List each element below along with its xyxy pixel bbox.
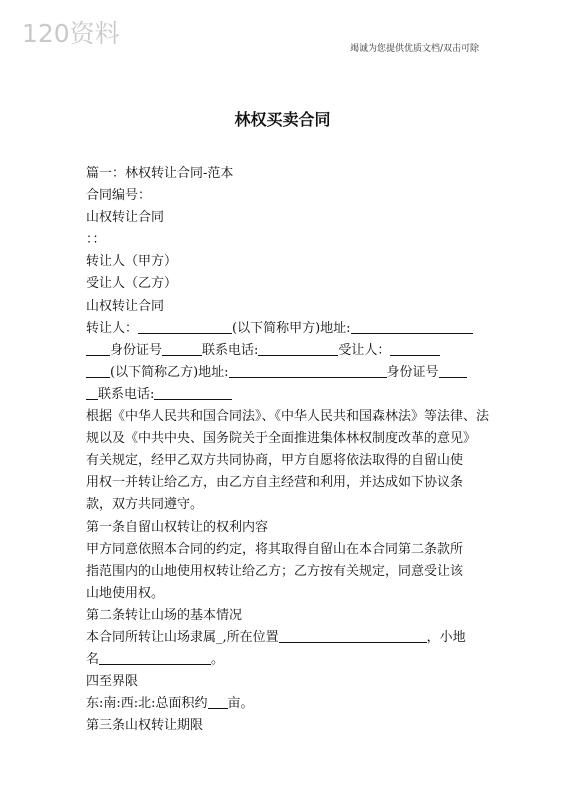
text-line: 转让人（甲方） <box>86 254 178 270</box>
section-heading: 第二条转让山场的基本情况 <box>86 607 243 623</box>
transferee-name-blank <box>390 341 440 356</box>
area-unit: 亩。 <box>227 696 254 712</box>
place-name-blank <box>99 650 211 665</box>
text-line: 四至界限 <box>86 674 139 690</box>
text-line: 甲方同意依照本合同的约定，将其取得自留山在本合同第二条款所 <box>86 541 464 557</box>
id-number-blank <box>439 363 467 378</box>
party-a-address-label: (以下简称甲方)地址: <box>232 320 351 336</box>
place-name-label: ，小地 <box>426 629 466 645</box>
text-line <box>86 362 482 384</box>
blank <box>86 385 98 400</box>
text-line: 篇一：林权转让合同-范本 <box>86 166 234 181</box>
period: 。 <box>211 652 225 668</box>
text-line <box>86 318 482 340</box>
section-heading: 第三条山权转让期限 <box>86 718 204 734</box>
text-line: 山权转让合同 <box>86 210 165 226</box>
text-line: 规以及《中共中央、国务院关于全面推进集体林权制度改革的意见》 <box>86 431 477 447</box>
text-line: ：： <box>86 232 106 248</box>
section-heading: 第一条自留山权转让的权利内容 <box>86 519 269 535</box>
boundary-area-label: 东:南:西:北:总面积约 <box>86 696 208 712</box>
phone-blank <box>154 385 232 400</box>
location-label: 本合同所转让山场隶属_,所在位置 <box>86 629 279 645</box>
text-line: 指范围内的山地使用权转让给乙方；乙方按有关规定，同意受让该 <box>86 563 464 579</box>
text-line: 有关规定，经甲乙双方共同协商，甲方自愿将依法取得的自留山使 <box>86 453 464 469</box>
party-b-address-label: (以下简称乙方)地址: <box>110 364 229 380</box>
phone-label: 联系电话: <box>98 386 155 402</box>
phone-label: 联系电话: <box>202 342 259 358</box>
text-line <box>86 340 482 362</box>
text-line <box>86 627 482 649</box>
name-label: 名 <box>86 652 100 668</box>
phone-blank <box>258 341 338 356</box>
watermark: 120资料 <box>22 19 120 48</box>
area-blank <box>208 694 228 709</box>
blank <box>86 363 110 378</box>
text-line <box>86 693 482 715</box>
document-title: 林权买卖合同 <box>234 110 331 129</box>
text-line: 受让人（乙方） <box>86 276 178 292</box>
id-number-blank <box>162 341 202 356</box>
header-note: 竭诚为您提供优质文档/双击可除 <box>349 44 479 54</box>
party-a-address-blank <box>351 319 473 334</box>
blank <box>86 341 110 356</box>
transferee-label: 受让人： <box>338 342 391 358</box>
id-number-label: 身份证号 <box>110 342 163 358</box>
party-b-address-blank <box>229 363 387 378</box>
text-line <box>86 649 482 671</box>
contract-body <box>86 163 490 737</box>
text-line: 合同编号： <box>86 188 152 204</box>
text-line <box>86 384 482 406</box>
text-line: 山地使用权。 <box>86 585 165 601</box>
transferor-label: 转让人： <box>86 320 139 336</box>
id-number-label: 身份证号 <box>386 364 439 380</box>
text-line: 山权转让合同 <box>86 298 165 314</box>
text-line: 用权一并转让给乙方，由乙方自主经营和利用，并达成如下协议条 <box>86 475 464 491</box>
transferor-name-blank <box>138 319 232 334</box>
text-line: 款，双方共同遵守。 <box>86 497 204 513</box>
text-line: 根据《中华人民共和国合同法》、《中华人民共和国森林法》等法律、法 <box>86 409 490 425</box>
location-blank <box>279 628 427 643</box>
